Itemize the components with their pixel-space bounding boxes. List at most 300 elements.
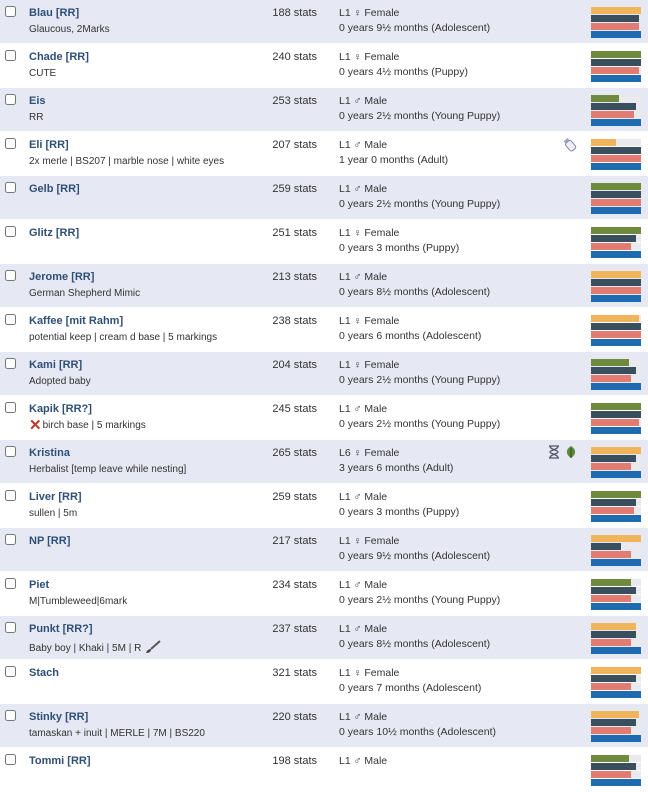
level-sex: L1 ♀ Female [339,535,400,547]
stat-bar-0 [591,491,641,498]
stat-bar-0 [591,359,641,366]
stat-bar-0 [591,755,641,762]
stat-bars [591,711,641,743]
stat-bar-2 [591,771,641,778]
stat-total [272,755,317,767]
stat-bar-fill [591,155,641,162]
table-row[interactable] [0,528,648,572]
pet-name-link[interactable]: Liver [RR] [29,491,82,503]
stat-total-suffix: stats [293,95,317,107]
stat-bar-0 [591,51,641,58]
stat-bar-2 [591,331,641,338]
stat-total-value: 259 [272,183,291,195]
stat-bar-3 [591,163,641,170]
stat-bars [591,403,641,435]
stat-total-value: 240 [272,51,291,63]
pet-note-text: sullen | 5m [29,508,78,519]
row-select-checkbox[interactable] [5,94,16,105]
pet-age: 1 year 0 months (Adult) [339,154,449,166]
stat-bar-1 [591,235,641,242]
table-row[interactable] [0,660,648,704]
pet-note-text: Herbalist [temp leave while nesting] [29,464,187,475]
pet-name-link[interactable]: Kristina [29,447,70,459]
stat-bar-0 [591,667,641,674]
stat-total-value: 220 [272,711,291,723]
pet-note [29,112,43,123]
row-select-checkbox[interactable] [5,666,16,677]
stat-bars [591,315,641,347]
stat-bar-3 [591,383,641,390]
stat-bar-2 [591,727,641,734]
leaf-icon [564,445,578,462]
stat-total-value: 253 [272,95,291,107]
stat-total [272,667,317,679]
stat-bar-fill [591,367,636,374]
stat-bar-fill [591,579,631,586]
pet-note-text: tamaskan + inuit | MERLE | 7M | BS220 [29,728,205,739]
stat-total [272,447,317,459]
pet-note [29,24,110,35]
stat-bar-fill [591,639,631,646]
pet-note-text: Baby boy | Khaki | 5M | R [29,643,142,654]
table-row[interactable] [0,484,648,528]
stat-bar-2 [591,155,641,162]
row-select-checkbox[interactable] [5,138,16,149]
hourglass-icon [548,445,560,462]
stat-bar-fill [591,271,641,278]
stat-bar-fill [591,667,641,674]
stat-bar-1 [591,719,641,726]
table-row[interactable] [0,44,648,88]
pet-age: 0 years 8½ months (Adolescent) [339,286,491,298]
stat-bar-fill [591,119,641,126]
stat-bars [591,447,641,479]
level-sex: L1 ♀ Female [339,667,400,679]
level-sex: L1 ♂ Male [339,491,388,503]
stat-total [272,271,317,283]
feeding-bottle-icon [562,137,578,156]
stat-bar-1 [591,147,641,154]
stat-bar-1 [591,587,641,594]
pet-name-link[interactable]: Piet [29,579,50,591]
pet-note-text: 2x merle | BS207 | marble nose | white eyes [29,156,225,167]
stat-bars [591,95,641,127]
stat-total-value: 213 [272,271,291,283]
stat-bar-3 [591,31,641,38]
level-sex: L1 ♀ Female [339,51,400,63]
pet-age: 0 years 10½ months (Adolescent) [339,726,496,738]
stat-total-value: 188 [272,7,291,19]
stat-total [272,623,317,635]
pet-age: 0 years 9½ months (Adolescent) [339,550,491,562]
stat-bar-2 [591,419,641,426]
stat-bar-fill [591,139,616,146]
pet-age: 0 years 6 months (Adolescent) [339,330,482,342]
stat-bar-fill [591,543,621,550]
stat-bar-fill [591,491,641,498]
stat-total [272,535,317,547]
row-select-checkbox[interactable] [5,50,16,61]
pet-name-link[interactable]: Kapik [RR?] [29,403,92,415]
pet-age: 0 years 2½ months (Young Puppy) [339,198,501,210]
stat-bar-fill [591,735,641,742]
pet-age: 0 years 9½ months (Adolescent) [339,22,491,34]
stat-bar-fill [591,411,641,418]
stat-bar-fill [591,515,641,522]
pet-note-text: German Shepherd Mimic [29,288,141,299]
row-select-checkbox[interactable] [5,622,16,633]
row-select-checkbox[interactable] [5,446,16,457]
stat-bars [591,227,641,259]
pet-name-link[interactable]: Glitz [RR] [29,227,80,239]
pet-age: 0 years 3 months (Puppy) [339,242,460,254]
pet-name-link[interactable]: Kaffee [mit Rahm] [29,315,124,327]
stat-bar-2 [591,463,641,470]
stat-bar-1 [591,543,641,550]
stat-bar-fill [591,447,641,454]
row-select-checkbox[interactable] [5,402,16,413]
stat-bar-fill [591,603,641,610]
stat-bar-fill [591,595,631,602]
stat-bar-0 [591,139,641,146]
pet-age: 0 years 8½ months (Adolescent) [339,638,491,650]
stat-bar-fill [591,59,641,66]
stat-total-value: 251 [272,227,291,239]
pet-name-link[interactable]: Kami [RR] [29,359,83,371]
stat-total-suffix: stats [293,667,317,679]
stat-bars [591,667,641,699]
stat-bar-3 [591,471,641,478]
pet-note-text: CUTE [29,68,57,79]
stat-bar-1 [591,499,641,506]
stat-total [272,139,317,151]
stat-bar-2 [591,67,641,74]
pet-note-text: M|Tumbleweed|6mark [29,596,128,607]
stat-total-suffix: stats [293,491,317,503]
stat-bars [591,623,641,655]
stat-bar-fill [591,191,641,198]
stat-bar-2 [591,683,641,690]
stat-bar-fill [591,675,636,682]
stat-bar-3 [591,779,641,786]
stat-bars [591,183,641,215]
stat-bar-3 [591,735,641,742]
pet-note [29,156,224,167]
stat-bar-0 [591,227,641,234]
pet-age: 0 years 7 months (Adolescent) [339,682,482,694]
x-mark-icon: ✕ [29,417,42,434]
stat-total-value: 207 [272,139,291,151]
stat-bar-fill [591,455,636,462]
stat-bar-fill [591,403,641,410]
stat-bar-2 [591,507,641,514]
level-sex: L1 ♂ Male [339,711,388,723]
table-row[interactable] [0,704,648,748]
stat-bar-0 [591,535,641,542]
table-row[interactable] [0,0,648,44]
row-select-checkbox[interactable] [5,490,16,501]
stat-bar-0 [591,403,641,410]
table-row[interactable] [0,616,648,660]
stat-total-suffix: stats [293,447,317,459]
stat-bar-3 [591,119,641,126]
pet-name-link[interactable]: Stach [29,667,59,679]
pet-name-link[interactable]: Blau [RR] [29,7,80,19]
stat-bar-3 [591,559,641,566]
stat-total-suffix: stats [293,139,317,151]
table-row[interactable] [0,132,648,176]
table-row[interactable] [0,264,648,308]
pet-age: 0 years 2½ months (Young Puppy) [339,374,501,386]
stat-bar-fill [591,419,639,426]
stat-bar-0 [591,711,641,718]
stat-bar-fill [591,279,641,286]
pet-age: 3 years 6 months (Adult) [339,462,454,474]
pet-note [29,464,186,475]
stat-total-value: 217 [272,535,291,547]
level-sex: L1 ♀ Female [339,315,400,327]
stat-bars [591,139,641,171]
stat-bar-3 [591,75,641,82]
stat-total-value: 237 [272,623,291,635]
stat-bar-1 [591,675,641,682]
pet-age: 0 years 4½ months (Puppy) [339,66,468,78]
stat-total [272,51,317,63]
stat-total-suffix: stats [293,315,317,327]
stat-total-value: 204 [272,359,291,371]
stat-bar-1 [591,631,641,638]
stat-bar-fill [591,199,641,206]
stat-bar-3 [591,251,641,258]
stat-total-suffix: stats [293,755,317,767]
stat-total-suffix: stats [293,227,317,239]
pet-note [29,376,91,387]
pet-note [29,332,217,343]
stat-total-value: 259 [272,491,291,503]
stat-total-value: 321 [272,667,291,679]
stat-bar-3 [591,691,641,698]
pet-age: 0 years 2½ months (Young Puppy) [339,418,501,430]
stat-total [272,95,317,107]
stat-bar-1 [591,191,641,198]
level-sex: L1 ♀ Female [339,359,400,371]
pet-note [29,68,56,79]
level-sex: L1 ♂ Male [339,271,388,283]
stat-total [272,491,317,503]
stat-total-suffix: stats [293,535,317,547]
stat-bar-fill [591,75,641,82]
stat-bar-1 [591,279,641,286]
pet-name-link[interactable]: NP [RR] [29,535,71,547]
pet-name-link[interactable]: Jerome [RR] [29,271,95,283]
stat-bar-fill [591,471,641,478]
stat-bar-1 [591,455,641,462]
pet-name-link[interactable]: Chade [RR] [29,51,89,63]
table-row[interactable] [0,220,648,264]
table-row[interactable] [0,396,648,440]
stat-bar-fill [591,375,631,382]
stat-bar-fill [591,183,641,190]
stat-bars [591,755,641,787]
stat-bar-fill [591,623,636,630]
pet-note-text: potential keep | cream d base | 5 markings [29,332,218,343]
stat-bar-fill [591,631,636,638]
level-sex: L1 ♂ Male [339,403,388,415]
stat-bar-fill [591,235,636,242]
stat-total [272,579,317,591]
table-row[interactable] [0,748,648,792]
stat-bar-2 [591,375,641,382]
pet-age: 0 years 2½ months (Young Puppy) [339,110,501,122]
stat-bar-fill [591,67,639,74]
stat-bar-fill [591,551,631,558]
row-select-checkbox[interactable] [5,578,16,589]
pet-note-text: Glaucous, 2Marks [29,24,110,35]
table-row[interactable] [0,572,648,616]
stat-bar-2 [591,639,641,646]
stat-bar-0 [591,7,641,14]
stat-bar-2 [591,287,641,294]
row-select-checkbox[interactable] [5,314,16,325]
row-select-checkbox[interactable] [5,270,16,281]
stat-total [272,7,317,19]
stat-bar-fill [591,727,631,734]
row-select-checkbox[interactable] [5,226,16,237]
stat-total-suffix: stats [293,51,317,63]
row-select-checkbox[interactable] [5,358,16,369]
stat-bar-fill [591,683,631,690]
stat-total-suffix: stats [293,403,317,415]
row-select-checkbox[interactable] [5,754,16,765]
pet-note-text: RR [29,112,44,123]
stat-total [272,359,317,371]
stat-bar-fill [591,23,639,30]
pet-name-link[interactable]: Tommi [RR] [29,755,91,767]
stat-bar-fill [591,95,619,102]
stat-bar-fill [591,755,629,762]
stat-bars [591,491,641,523]
stat-bar-fill [591,691,641,698]
stat-bar-2 [591,199,641,206]
table-row[interactable] [0,88,648,132]
stat-bar-1 [591,15,641,22]
stat-bar-0 [591,95,641,102]
pet-note [29,508,77,519]
stat-bar-fill [591,711,639,718]
pet-note [29,596,127,607]
stat-total-value: 238 [272,315,291,327]
table-row[interactable] [0,352,648,396]
pet-note [29,728,205,739]
stat-total-suffix: stats [293,7,317,19]
stat-bar-fill [591,339,641,346]
stat-bar-1 [591,59,641,66]
level-sex: L1 ♂ Male [339,579,388,591]
stat-bar-fill [591,15,639,22]
pet-name-link[interactable]: Punkt [RR?] [29,623,93,635]
stat-bar-2 [591,243,641,250]
stat-bar-3 [591,207,641,214]
stat-total-value: 234 [272,579,291,591]
pet-note-text: birch base | 5 markings [42,420,146,431]
stat-bar-3 [591,427,641,434]
pet-name-link[interactable]: Eli [RR] [29,139,69,151]
row-select-checkbox[interactable] [5,534,16,545]
stat-total-suffix: stats [293,183,317,195]
stat-bar-0 [591,579,641,586]
stat-bars [591,51,641,83]
stat-total [272,315,317,327]
pet-age: 0 years 3 months (Puppy) [339,506,460,518]
stat-bar-0 [591,271,641,278]
stat-bar-fill [591,147,641,154]
stat-total-value: 198 [272,755,291,767]
stat-total-value: 265 [272,447,291,459]
pet-name-link[interactable]: Stinky [RR] [29,711,89,723]
stat-bar-fill [591,331,641,338]
level-sex: L1 ♀ Female [339,7,400,19]
row-select-checkbox[interactable] [5,710,16,721]
stat-bar-fill [591,323,641,330]
pet-name-link[interactable]: Eis [29,95,46,107]
row-select-checkbox[interactable] [5,6,16,17]
stat-total [272,227,317,239]
stat-total [272,403,317,415]
stat-total-suffix: stats [293,579,317,591]
stat-bar-fill [591,647,641,654]
stat-bar-fill [591,7,641,14]
stat-bar-1 [591,103,641,110]
stat-bar-1 [591,411,641,418]
stat-bar-fill [591,243,631,250]
stat-bar-3 [591,647,641,654]
stat-bar-3 [591,295,641,302]
stat-total-suffix: stats [293,623,317,635]
stat-bar-fill [591,31,641,38]
pet-age: 0 years 2½ months (Young Puppy) [339,594,501,606]
stat-bar-fill [591,559,641,566]
level-sex: L1 ♂ Male [339,183,388,195]
stat-bar-fill [591,251,641,258]
level-sex: L1 ♂ Male [339,623,388,635]
stat-bars [591,271,641,303]
table-row[interactable] [0,308,648,352]
stat-bar-fill [591,427,641,434]
stat-bar-3 [591,603,641,610]
stat-bar-fill [591,103,636,110]
stat-bar-2 [591,595,641,602]
stat-bar-2 [591,23,641,30]
pet-note [29,417,146,434]
table-row[interactable] [0,176,648,220]
stat-bar-fill [591,499,636,506]
pet-name-link[interactable]: Gelb [RR] [29,183,80,195]
stat-bar-fill [591,359,629,366]
level-sex: L1 ♂ Male [339,755,388,767]
stat-bar-0 [591,623,641,630]
stat-bar-0 [591,315,641,322]
stat-bar-1 [591,323,641,330]
row-select-checkbox[interactable] [5,182,16,193]
stat-bar-2 [591,111,641,118]
stat-bar-fill [591,111,634,118]
table-row[interactable] [0,440,648,484]
stat-bar-3 [591,515,641,522]
stat-bars [591,535,641,567]
stat-bars [591,7,641,39]
stat-total-suffix: stats [293,359,317,371]
stat-bar-fill [591,207,641,214]
